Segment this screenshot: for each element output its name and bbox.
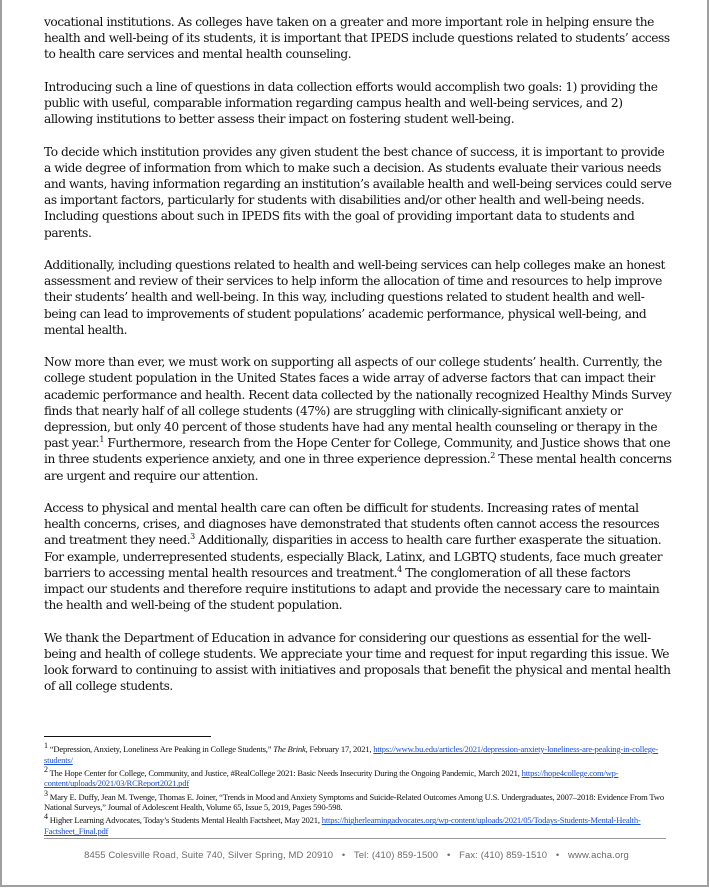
- footnote-text: The Hope Center for College, Community, and Justice, #RealCollege 2021: Basic Needs Insecurity During the Ongoing Pandemic, March 2021,: [47, 767, 522, 778]
- footer-divider: [44, 838, 666, 839]
- footnote-4-link[interactable]: https://higherlearningadvocates.org/wp-content/uploads/2021/05/Todays-Students-Mental-Health-Factsheet_Final.pdf: [44, 815, 641, 836]
- footnote-text: “Depression, Anxiety, Loneliness Are Peaking in College Students,”: [47, 744, 274, 754]
- paragraph-student-health: [44, 354, 672, 484]
- paragraph-ipeds-role: vocational institutions. As colleges have taken on a greater and more important role in helping ensure the health and well-being of its students, it is important that IPEDS include questions related to students’ access to health care services and mental health counseling.: [44, 15, 670, 62]
- paragraph-text: Furthermore, research from the Hope Center for College, Community, and Justice shows that one in three students experience anxiety, and one in three experience depression.: [44, 436, 671, 467]
- letterhead-footer: [2, 850, 709, 861]
- letter-body: [44, 14, 672, 711]
- footnote-text: , February 17, 2021,: [305, 744, 374, 754]
- footnote-number: 3: [44, 788, 48, 798]
- footnote-publication: The Brink: [273, 744, 306, 754]
- paragraph-access-care: [44, 500, 672, 613]
- footer-address: 8455 Colesville Road, Suite 740, Silver Spring, MD 20910: [84, 850, 334, 861]
- paragraph-thanks: We thank the Department of Education in advance for considering our questions as essential for the well-being and health of college students. We appreciate your time and request for input regarding this issue. We look forward to continuing to assist with initiatives and proposals that benefit the physical and mental health of all college students.: [44, 630, 671, 694]
- bullet-separator-icon: •: [341, 850, 346, 861]
- footnote-ref-2[interactable]: 2: [490, 451, 495, 461]
- footnote-1-link[interactable]: https://www.bu.edu/articles/2021/depression-anxiety-loneliness-are-peaking-in-college-students/: [44, 744, 659, 765]
- footnote-number: 1: [44, 741, 48, 751]
- paragraph-two-goals: Introducing such a line of questions in data collection efforts would accomplish two goals: 1) providing the public with useful, comparable information regarding campus health and well-being services, and 2) allowing institutions to better assess their impact on fostering student well-being.: [44, 79, 658, 127]
- footer-phone: Tel: (410) 859-1500: [353, 850, 439, 861]
- footnote-ref-3[interactable]: 3: [190, 532, 195, 542]
- paragraph-text: Access to physical and mental health care can often be difficult for students. Increasing rates of mental health concerns, crises, and diagnoses have demonstrated that students often cannot access the resources and treatment they need.: [44, 501, 660, 548]
- footnote-text: Mary E. Duffy, Jean M. Twenge, Thomas E. Joiner, “Trends in Mood and Anxiety Symptoms and Suicide-Related Outcomes Among U.S. Undergraduates, 2007–2018: Evidence From Two National Surveys,” Journal of Adolescent Health, Volume 65, Issue 5, 2019, Pages 590-598.: [44, 791, 664, 813]
- footnote-2: [44, 764, 674, 789]
- footnote-ref-1[interactable]: 1: [99, 435, 104, 445]
- bullet-separator-icon: •: [446, 850, 451, 861]
- footnote-ref-4[interactable]: 4: [397, 564, 402, 574]
- footnote-number: 2: [44, 764, 48, 774]
- paragraph-text: Additionally, disparities in access to health care further exasperate the situation. For example, underrepresented students, especially Black, Latinx, and LGBTQ students, face much greater barriers to accessing mental health resources and treatment.: [44, 533, 663, 580]
- footnote-1: [44, 741, 674, 765]
- footer-website[interactable]: www.acha.org: [568, 850, 629, 861]
- paragraph-text: These mental health concerns are urgent and require our attention.: [44, 452, 672, 483]
- footnote-text: Higher Learning Advocates, Today’s Students Mental Health Factsheet, May 2021,: [47, 815, 322, 826]
- footnote-2-link[interactable]: https://hope4college.com/wp-content/uploads/2021/03/RCReport2021.pdf: [44, 767, 619, 789]
- paragraph-text: The conglomeration of all these factors impact our students and therefore require institutions to adapt and provide the necessary care to maintain the health and well-being of the student population.: [44, 565, 660, 613]
- footer-fax: Fax: (410) 859-1510: [459, 850, 548, 861]
- footnote-3: [44, 788, 674, 813]
- bullet-separator-icon: •: [555, 850, 560, 861]
- paragraph-honest-assessment: Additionally, including questions related to health and well-being services can help colleges make an honest assessment and review of their services to help inform the allocation of time and resources to help improve their students’ health and well-being. In this way, including questions related to student health and well-being can lead to improvements of student populations’ academic performance, physical well-being, and mental health.: [44, 258, 665, 337]
- paragraph-text: Now more than ever, we must work on supporting all aspects of our college students’ health. Currently, the college student population in the United States faces a wide array of adverse factors that can impact their academic performance and health. Recent data collected by the nationally recognized Healthy Minds Survey finds that nearly half of all college students (47%) are struggling with clinically-significant anxiety or depression, but only 40 percent of those students have had any mental health counseling or therapy in the past year.: [44, 355, 672, 451]
- footnotes: [44, 741, 674, 839]
- paragraph-institution-choice: To decide which institution provides any given student the best chance of success, it is important to provide a wide degree of information from which to make such a decision. As students evaluate their various needs and wants, having information regarding an institution’s available health and well-being services could serve as important factors, particularly for students with disabilities and/or other health and well-being needs. Including questions about such in IPEDS fits with the goal of providing important data to students and parents.: [44, 144, 672, 240]
- footnote-4: [44, 812, 674, 836]
- footnote-separator: [44, 736, 211, 737]
- footnote-number: 4: [44, 812, 48, 822]
